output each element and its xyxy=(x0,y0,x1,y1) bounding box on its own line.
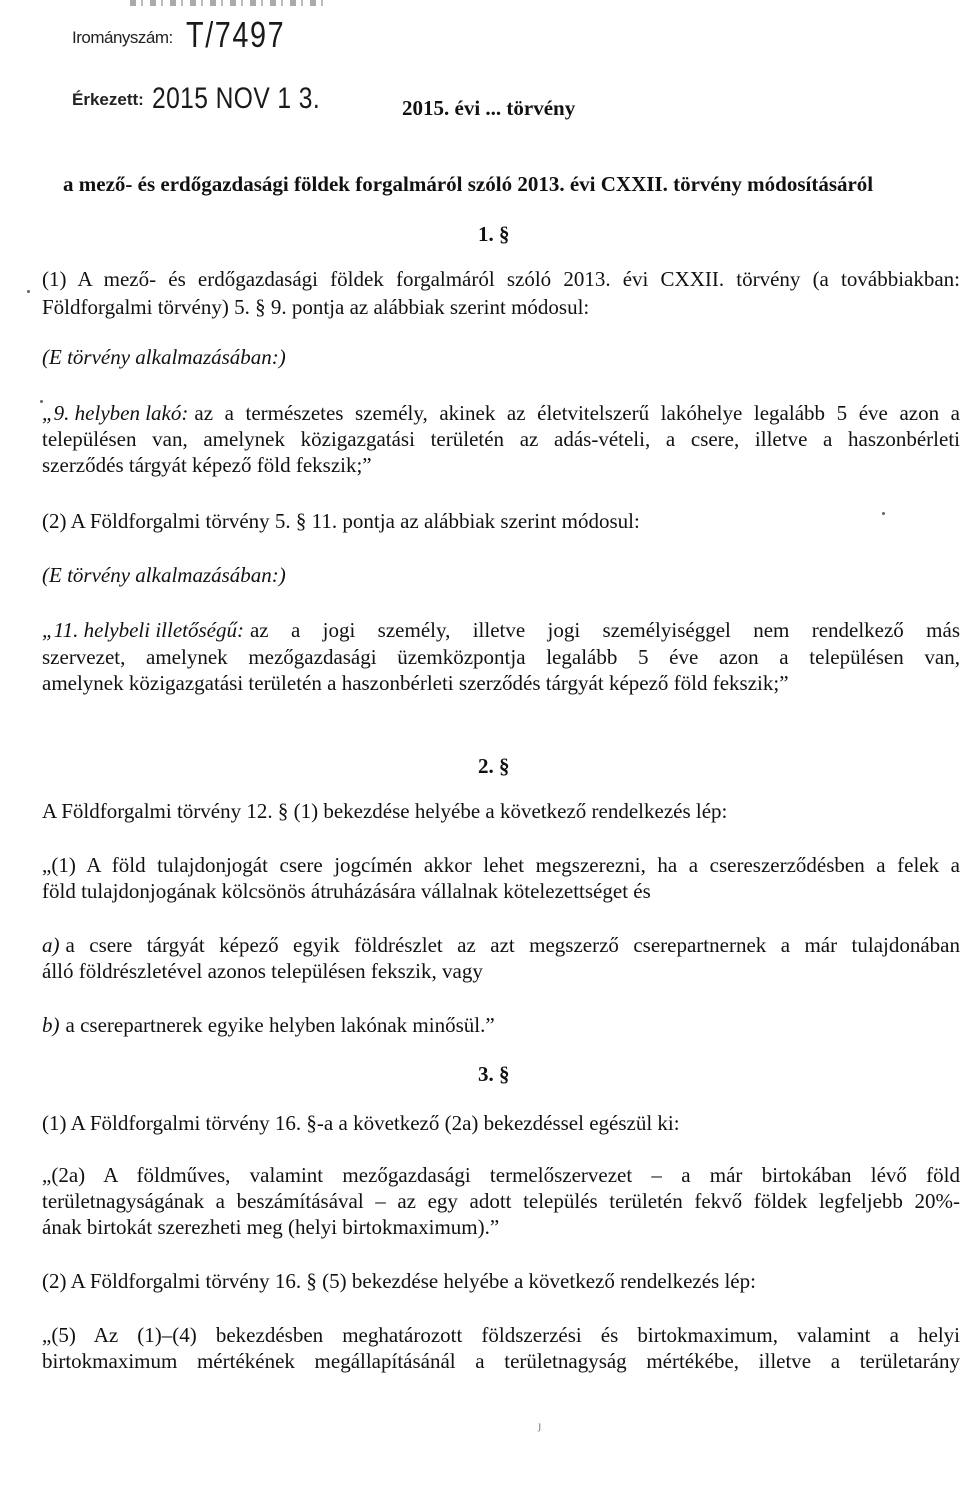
definition-term: „9. helyben lakó: xyxy=(42,401,189,425)
paragraph-line: föld tulajdonjogának kölcsönös átruházására vállalnak kötelezettséget és xyxy=(42,879,651,903)
definition-text: az a természetes személy, akinek az életvitelszerű lakóhelye legalább 5 éve azon a xyxy=(194,401,960,425)
paragraph-line: szerződés tárgyát képező föld fekszik;” xyxy=(42,453,372,477)
iromany-label: Irományszám: xyxy=(72,28,173,47)
paragraph-line: „(5) Az (1)–(4) bekezdésben meghatározott földszerzési és birtokmaximum, valamint a helyi xyxy=(42,1323,960,1347)
paragraph-line: (2) A Földforgalmi törvény 16. § (5) bekezdése helyébe a következő rendelkezés lép: xyxy=(42,1269,756,1293)
section-number: 2. § xyxy=(478,754,510,778)
scan-speck xyxy=(27,290,30,293)
scan-mark: ȷ xyxy=(538,1418,542,1432)
definition-text: az a jogi személy, illetve jogi személyiséggel nem rendelkező más xyxy=(249,618,960,642)
paragraph-line: A Földforgalmi törvény 12. § (1) bekezdése helyébe a következő rendelkezés lép: xyxy=(42,799,728,823)
scan-artifact xyxy=(130,0,330,6)
paragraph-line xyxy=(42,400,960,426)
paragraph-line: területnagyságának a beszámításával – az egy adott település területén fekvő földek legfeljebb 20%- xyxy=(42,1189,960,1213)
paragraph-line: (1) A Földforgalmi törvény 16. §-a a következő (2a) bekezdéssel egészül ki: xyxy=(42,1111,680,1135)
item-letter: a) xyxy=(42,933,60,957)
paragraph-line: amelynek közigazgatási területén a haszonbérleti szerződés tárgyát képező föld fekszik;” xyxy=(42,671,789,695)
erkezett-stamp xyxy=(72,90,144,110)
paragraph-line xyxy=(42,1012,960,1038)
paragraph-line: (E törvény alkalmazásában:) xyxy=(42,345,286,369)
paragraph-line: szervezet, amelynek mezőgazdasági üzemközpontja legalább 5 éve azon a településen van, xyxy=(42,645,960,669)
item-text: a cserepartnerek egyike helyben lakónak minősül.” xyxy=(65,1013,495,1037)
paragraph-line: (1) A mező- és erdőgazdasági földek forgalmáról szóló 2013. évi CXXII. törvény (a továbbiakban: xyxy=(42,267,960,291)
item-text: a csere tárgyát képező egyik földrészlet az azt megszerző cserepartnernek a már tulajdonában xyxy=(65,933,960,957)
paragraph-line: ának birtokát szerezheti meg (helyi birtokmaximum).” xyxy=(42,1215,500,1239)
law-subtitle: a mező- és erdőgazdasági földek forgalmáról szóló 2013. évi CXXII. törvény módosításáról xyxy=(63,172,874,196)
iromany-number: T/7497 xyxy=(186,14,286,55)
paragraph-line: (E törvény alkalmazásában:) xyxy=(42,563,286,587)
paragraph-line: birtokmaximum mértékének megállapításánál a területnagyság mértékébe, illetve a területarány xyxy=(42,1349,960,1373)
paragraph-line: Földforgalmi törvény) 5. § 9. pontja az alábbiak szerint módosul: xyxy=(42,295,590,319)
iromany-stamp xyxy=(72,28,173,48)
paragraph-line: (2) A Földforgalmi törvény 5. § 11. pontja az alábbiak szerint módosul: xyxy=(42,509,640,533)
section-number: 1. § xyxy=(478,222,510,246)
definition-term: „11. helybeli illetőségű: xyxy=(42,618,244,642)
item-letter: b) xyxy=(42,1013,60,1037)
erkezett-date: 2015 NOV 1 3. xyxy=(152,82,321,115)
paragraph-line: településen van, amelynek közigazgatási területén az adás-vételi, a csere, illetve a haszonbérleti xyxy=(42,427,960,451)
section-number: 3. § xyxy=(478,1062,510,1086)
paragraph-line: „(2a) A földműves, valamint mezőgazdasági termelőszervezet – a már birtokában lévő föld xyxy=(42,1163,960,1187)
paragraph-line xyxy=(42,617,960,643)
paragraph-line: „(1) A föld tulajdonjogát csere jogcímén akkor lehet megszerezni, ha a csereszerződésben a felek a xyxy=(42,853,960,877)
paragraph-line: álló földrészletével azonos településen fekszik, vagy xyxy=(42,959,483,983)
law-title: 2015. évi ... törvény xyxy=(402,96,576,120)
paragraph-line xyxy=(42,932,960,958)
erkezett-label: Érkezett: xyxy=(72,90,144,109)
